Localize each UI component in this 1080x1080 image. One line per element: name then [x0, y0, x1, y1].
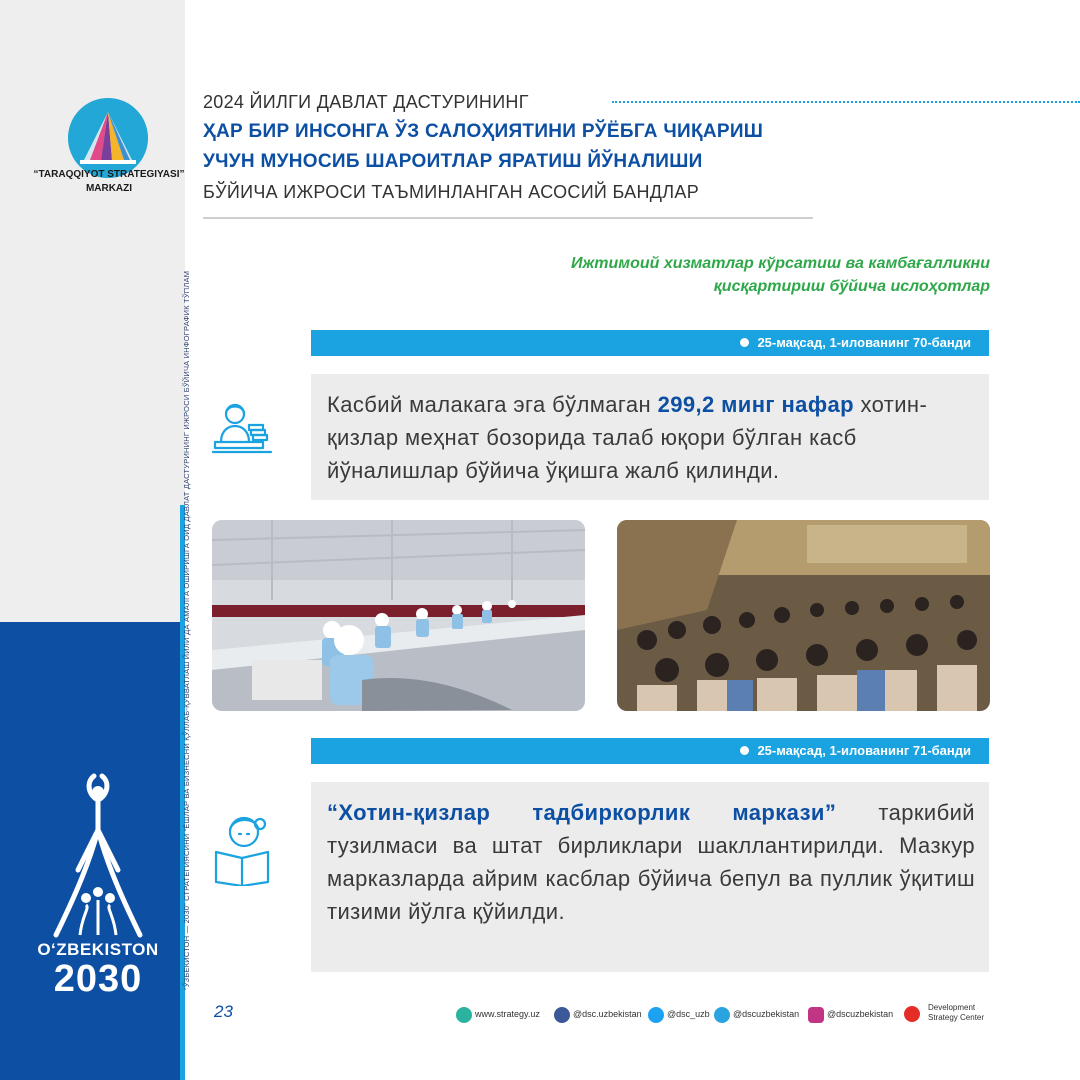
header-line3: УЧУН МУНОСИБ ШАРОИТЛАР ЯРАТИШ ЙЎНАЛИШИ — [203, 151, 703, 172]
vertical-caption-text: “ЎЗБЕКИСТОН — 2030” СТРАТЕГИЯСИНИ “ЁШЛАР ВА БИЗНЕСНИ ҚЎЛЛАБ-ҚУВВАТЛАШ ЙИЛИ”ДА АМАЛГА ОШИРИШГА ОИД ДАВЛАТ ДАСТУРИНИНГ ИЖРОСИ БЎЙИЧА ИНФОГРАФИК ТЎПЛАМ — [182, 270, 191, 990]
header-line2: ҲАР БИР ИНСОНГА ЎЗ САЛОҲИЯТИНИ РЎЁБГА ЧИҚАРИШ — [203, 121, 764, 142]
brand-line1: O‘ZBEKISTON — [37, 940, 159, 959]
header-line4: БЎЙИЧА ИЖРОСИ ТАЪМИНЛАНГАН АСОСИЙ БАНДЛАР — [203, 182, 700, 202]
header-dotted-divider — [612, 101, 1080, 103]
card-text: Касбий малакага эга бўлмаган 299,2 минг нафар хотин-қизлар меҳнат бозорида талаб юқори бўлган касб йўналишлар бўйича ўқишга жалб қилинди. — [327, 392, 928, 483]
section-title-line1: Ижтимоий хизматлар кўрсатиш ва камбағалликни — [570, 255, 990, 272]
telegram-icon — [714, 1007, 730, 1023]
vertical-caption — [168, 270, 191, 990]
brand-line2: 2030 — [53, 958, 143, 1000]
footer-website[interactable]: www.strategy.uz — [456, 1004, 540, 1024]
section-title — [390, 252, 990, 298]
woman-reading-icon — [210, 812, 274, 886]
woman-worker-icon — [211, 400, 275, 456]
highlight-name: “Хотин-қизлар тадбиркорлик маркази” — [327, 800, 837, 825]
twitter-icon — [648, 1007, 664, 1023]
header-underline — [203, 217, 813, 219]
sidebar-top — [0, 0, 185, 622]
footer-telegram[interactable]: @dscuzbekistan — [714, 1004, 799, 1024]
logo-caption-line1: “TARAQQIYOT STRATEGIYASI” — [33, 169, 185, 180]
logo-caption-line2: MARKAZI — [85, 183, 133, 194]
info-card — [311, 374, 989, 500]
photo-audience-hall — [617, 520, 990, 711]
youtube-icon[interactable] — [904, 1006, 920, 1022]
footer-twitter[interactable]: @dsc_uzb — [648, 1004, 710, 1024]
info-card — [311, 782, 989, 972]
footer-instagram[interactable]: @dscuzbekistan — [808, 1004, 893, 1024]
bullet-dot — [740, 338, 749, 347]
logo-caption — [20, 168, 198, 196]
goal-label: 25-мақсад, 1-илованинг 71-банди — [757, 743, 971, 758]
highlight-figure: 299,2 минг нафар — [657, 392, 854, 417]
goal-label: 25-мақсад, 1-илованинг 70-банди — [757, 335, 971, 350]
goal-bar — [311, 738, 989, 764]
page-number: 23 — [214, 1002, 233, 1021]
footer-facebook[interactable]: @dsc.uzbekistan — [554, 1004, 642, 1024]
brand-mark — [22, 940, 174, 998]
globe-icon — [456, 1007, 472, 1023]
goal-bar — [311, 330, 989, 356]
taraqqiyot-logo — [68, 98, 148, 178]
facebook-icon — [554, 1007, 570, 1023]
section-title-line2: қисқартириш бўйича ислоҳотлар — [713, 278, 990, 295]
card-text: “Хотин-қизлар тадбиркорлик маркази” таркибий тузилмаси ва штат бирликлари шакллантирилди. Мазкур марказларда айрим касблар бўйича бепул ва пуллик ўқитиш тизими йўлга қўйилди. — [327, 800, 975, 924]
header-line1: 2024 ЙИЛГИ ДАВЛАТ ДАСТУРИНИНГ — [203, 92, 529, 112]
instagram-icon — [808, 1007, 824, 1023]
uzbekistan-2030-emblem — [38, 770, 158, 950]
photo-textile-factory — [212, 520, 585, 711]
bullet-dot — [740, 746, 749, 755]
footer-contacts — [456, 1004, 996, 1026]
footer-dev-label: Development Strategy Center — [928, 1003, 985, 1022]
